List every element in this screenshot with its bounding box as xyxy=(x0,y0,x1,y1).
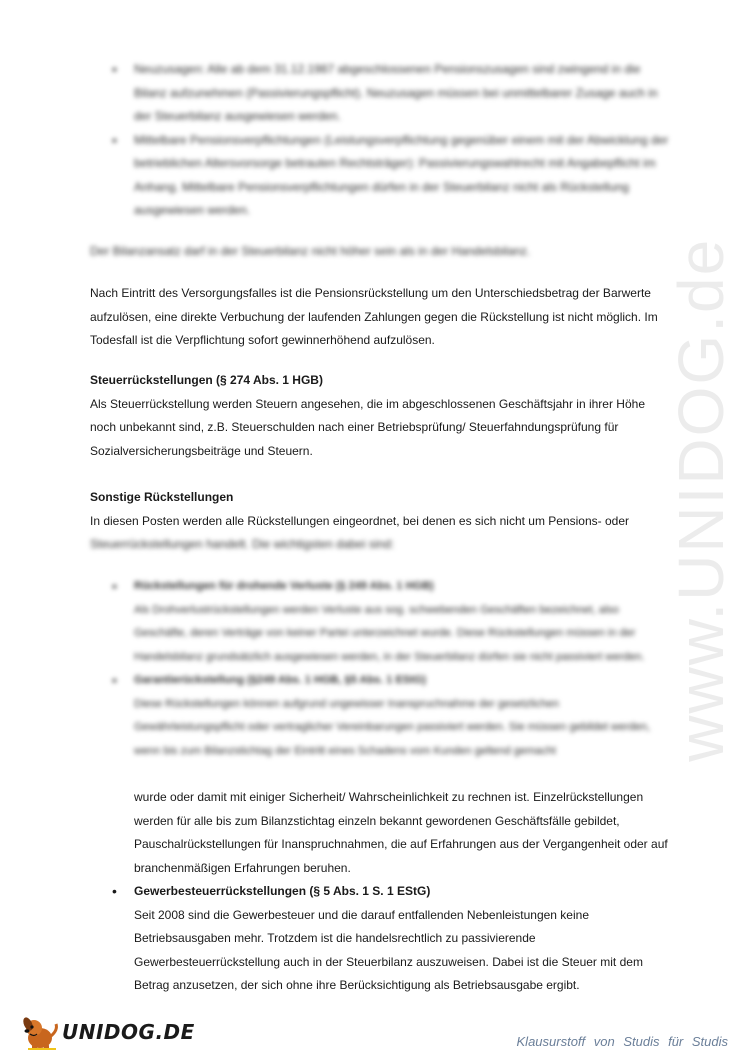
bullet-gewerbesteuer xyxy=(110,880,670,998)
section-text: Als Steuerrückstellung werden Steuern angesehen, die im abgeschlossenen Geschäftsjahr in ihrer Höhe noch unbekannt sind, z.B. Steuerschulden nach einer Betriebsprüfung/ Steuerfahndungsprüfung für Sozialversicherungsbeiträge und Steuern. xyxy=(90,396,645,458)
bullet-icon: • xyxy=(112,131,117,148)
dog-icon xyxy=(20,1014,60,1052)
blurred-bullet-list-top xyxy=(110,58,670,223)
paragraph-versorgungsfall: Nach Eintritt des Versorgungsfalles ist die Pensionsrückstellung um den Unterschiedsbetrag der Barwerte aufzulösen, eine direkte Verbuchung der laufenden Zahlungen gegen die Rückstellung ist nicht möglich. Im Todesfall ist die Verpflichtung sofort gewinnerhöhend aufzulösen. xyxy=(90,286,658,347)
bullet-icon: • xyxy=(112,672,117,688)
list-item-title: Gewerbesteuerrückstellungen (§ 5 Abs. 1 S. 1 EStG) xyxy=(134,884,431,898)
list-item: • Mittelbare Pensionsverpflichtungen (Leistungsverpflichtung gegenüber einem mit der Abwicklung der betrieblichen Altersvorsorge betrauten Rechtsträger): Passivierungswahlrecht mit Angabepflicht im Anhang. Mittelbare Pensionsverpflichtungen dürfen in der Steuerbilanz nicht als Rückstellung ausgewiesen werden. xyxy=(110,129,670,223)
list-item-text: Seit 2008 sind die Gewerbesteuer und die darauf entfallenden Nebenleistungen keine Betriebsausgaben mehr. Trotzdem ist die handelsrechtlich zu passivierende Gewerbesteuerrückstellung auch in der Steuerbilanz auszuweisen. Dabei ist die Steuer mit dem Betrag anzusetzen, der sich ohne ihre Berücksichtigung als Betriebsausgabe ergibt. xyxy=(134,907,643,992)
bullet-icon: • xyxy=(112,61,117,77)
logo-text: UNIDOG.DE xyxy=(62,1020,195,1045)
list-item: • Garantierückstellung (§249 Abs. 1 HGB, §5 Abs. 1 EStG) Diese Rückstellungen können aufgrund ungewisser Inanspruchnahme der gesetzlichen Gewährleistungspflicht oder vertraglicher Vereinbarungen passiviert werden. Sie müssen gebildet werden, wenn bis zum Bilanzstichtag der Eintritt eines Schadens vom Kunden geltend gemacht xyxy=(110,669,670,763)
section-heading: Sonstige Rückstellungen xyxy=(90,490,234,504)
garantie-continuation: wurde oder damit mit einiger Sicherheit/ Wahrscheinlichkeit zu rechnen ist. Einzelrückstellungen werden für alle bis zum Bilanzstichtag einzeln bekannt gewordenen Geschäftsfälle gebildet, Pauschalrückstellungen für Inanspruchnahmen, die auf Erfahrungen aus der Vergangenheit oder auf branchenmäßigen Erfahrungen beruhen. xyxy=(134,790,668,875)
list-item: • Neuzusagen: Alle ab dem 31.12.1987 abgeschlossenen Pensionszusagen sind zwingend in die Bilanz aufzunehmen (Passivierungspflicht). Neuzusagen müssen bei unmittelbarer Zusage auch in der Steuerbilanz ausgewiesen werden. xyxy=(110,58,670,129)
section-text-blurred: Steuerrückstellungen handelt. Die wichtigsten dabei sind: xyxy=(90,537,395,551)
section-heading: Steuerrückstellungen (§ 274 Abs. 1 HGB) xyxy=(90,373,323,387)
section-steuerrueckstellungen xyxy=(90,369,665,463)
blurred-bullet-list xyxy=(110,575,670,763)
section-sonstige-rueckstellungen xyxy=(90,486,665,557)
watermark-text: www.UNIDOG.de xyxy=(665,238,738,762)
blurred-note: Der Bilanzansatz darf in der Steuerbilanz nicht höher sein als in der Handelsbilanz. xyxy=(90,244,531,258)
section-text: In diesen Posten werden alle Rückstellungen eingeordnet, bei denen es sich nicht um Pensions- oder xyxy=(90,513,630,528)
list-item xyxy=(110,880,670,998)
unidog-logo[interactable] xyxy=(20,1013,195,1053)
footer-tagline: Klausurstoff von Studis für Studis xyxy=(516,1034,728,1049)
bullet-icon: • xyxy=(112,883,117,899)
list-item: • Rückstellungen für drohende Verluste (§ 249 Abs. 1 HGB) Als Drohverlustrückstellungen werden Verluste aus sog. schwebenden Geschäften bezeichnet, also Geschäfte, deren Verträge von keiner Partei unterzeichnet wurde. Diese Rückstellungen müssen in der Handelsbilanz grundsätzlich ausgewiesen werden, in der Steuerbilanz dürfen sie nicht passiviert werden. xyxy=(110,575,670,669)
bullet-icon: • xyxy=(112,578,117,594)
